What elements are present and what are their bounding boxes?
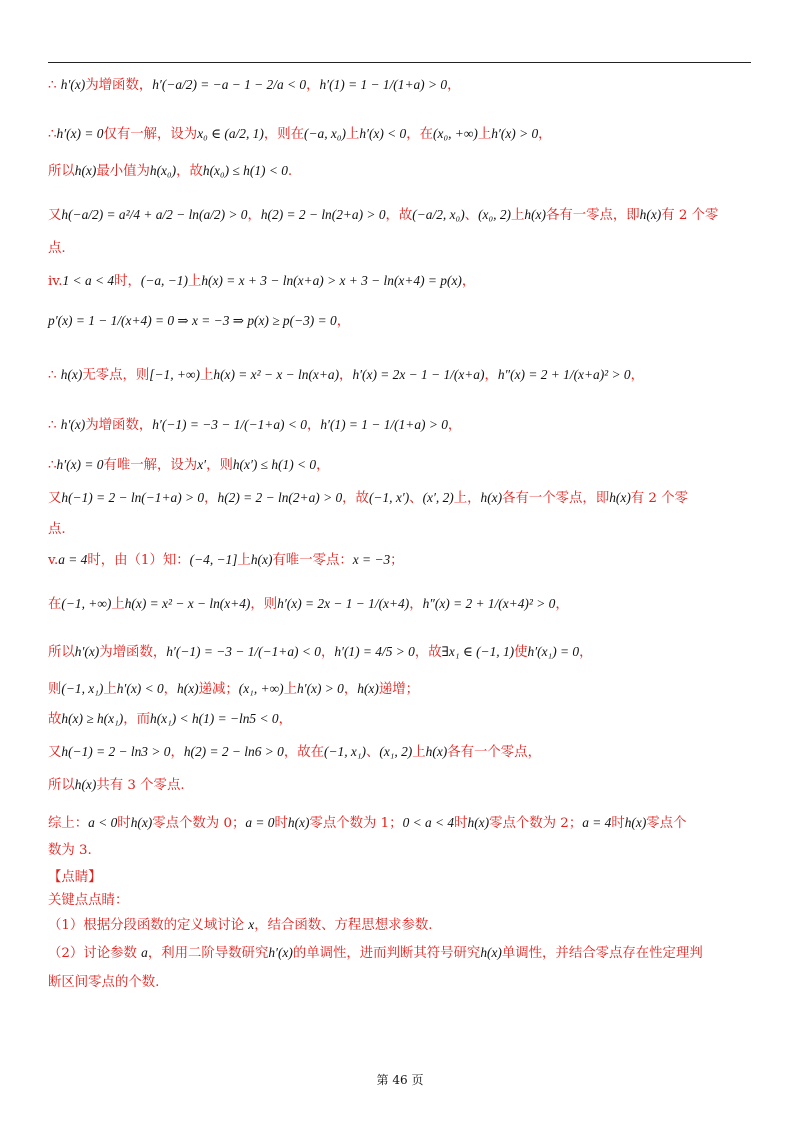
text-segment: 综上： bbox=[48, 816, 89, 831]
math-expression: h′(−a/2) = −a − 1 − 2/a < 0 bbox=[152, 77, 307, 92]
text-segment: 时， bbox=[114, 274, 141, 289]
text-segment: ， bbox=[278, 712, 292, 727]
text-segment: 数为 3. bbox=[48, 843, 92, 858]
text-line bbox=[48, 312, 350, 331]
text-line bbox=[48, 272, 475, 291]
math-expression: (x₁, 2) bbox=[379, 744, 413, 759]
text-line bbox=[48, 869, 102, 887]
math-expression: (−1, x′) bbox=[368, 490, 410, 505]
text-segment: ，故 bbox=[342, 491, 369, 506]
math-expression: h′(x) = 2x − 1 − 1/(x+4) bbox=[277, 596, 410, 611]
math-expression: h′(x) bbox=[74, 644, 100, 659]
math-expression: x₀ ∈ (a/2, 1) bbox=[197, 126, 264, 141]
math-expression: h(x) bbox=[74, 777, 97, 792]
text-segment: 递增； bbox=[378, 682, 420, 697]
math-expression: a bbox=[141, 945, 148, 960]
math-expression: p′(x) = 1 − 1/(x+4) = 0 ⇒ x = −3 ⇒ p(x) ≥ p(−3) = 0 bbox=[48, 313, 337, 328]
text-segment: （2）讨论参数 bbox=[48, 946, 142, 961]
text-line bbox=[48, 551, 404, 570]
math-expression: h(x) = x² − x − ln(x+a) bbox=[213, 367, 340, 382]
text-segment: ，而 bbox=[123, 712, 150, 727]
text-line bbox=[48, 814, 686, 833]
text-segment: ∴ bbox=[48, 78, 61, 93]
math-expression: (−a, −1) bbox=[140, 273, 188, 288]
math-expression: h′(x) = 0 bbox=[56, 126, 104, 141]
math-expression: 1 < a < 4 bbox=[62, 273, 115, 288]
text-segment: 所以 bbox=[48, 778, 75, 793]
math-expression: a < 0 bbox=[88, 815, 118, 830]
math-expression: (x₁, +∞) bbox=[238, 681, 284, 696]
math-expression: a = 0 bbox=[245, 815, 275, 830]
math-expression: a = 4 bbox=[58, 552, 88, 567]
text-segment: 零点个数为 0； bbox=[152, 816, 246, 831]
math-expression: h(x) bbox=[524, 207, 546, 222]
math-expression: h(x) = x + 3 − ln(x+a) > x + 3 − ln(x+4) = p(x) bbox=[201, 273, 462, 288]
text-segment: 各有一个零点，即 bbox=[502, 491, 610, 506]
text-segment: . bbox=[287, 164, 293, 179]
text-segment: 上 bbox=[187, 274, 202, 289]
header-rule bbox=[48, 62, 751, 63]
text-segment: ，故 bbox=[176, 164, 203, 179]
text-segment: 所以 bbox=[48, 645, 75, 660]
text-segment: ， bbox=[461, 274, 476, 289]
text-line bbox=[48, 643, 593, 662]
text-segment: ∴ bbox=[48, 368, 61, 383]
math-expression: h′(1) = 1 − 1/(1+a) > 0 bbox=[319, 77, 448, 92]
text-line bbox=[48, 206, 718, 225]
math-expression: h′(−1) = −3 − 1/(−1+a) < 0 bbox=[152, 417, 307, 432]
math-expression: h″(x) = 2 + 1/(x+a)² > 0 bbox=[497, 367, 631, 382]
text-line bbox=[48, 416, 461, 435]
math-expression: h′(x) bbox=[60, 77, 86, 92]
text-segment: ， bbox=[409, 597, 423, 612]
math-expression: (−1, x₁) bbox=[61, 681, 104, 696]
text-segment: 又 bbox=[48, 745, 62, 760]
text-segment: 为增函数， bbox=[99, 645, 167, 660]
text-segment: 又 bbox=[48, 208, 62, 223]
text-segment: ， bbox=[630, 368, 644, 383]
math-expression: h(x) bbox=[624, 815, 647, 830]
text-segment: 有唯一解，设为 bbox=[103, 458, 198, 473]
math-expression: h(x) bbox=[480, 945, 502, 960]
text-segment: 上 bbox=[283, 682, 297, 697]
text-segment: ， bbox=[316, 458, 330, 473]
text-line bbox=[48, 366, 644, 385]
page-footer: 第 46 页 bbox=[376, 1073, 424, 1087]
text-segment: 则 bbox=[48, 682, 62, 697]
math-expression: h(x) bbox=[130, 815, 153, 830]
math-expression: h′(x) > 0 bbox=[296, 681, 344, 696]
math-expression: h(x) bbox=[639, 207, 662, 222]
text-segment: 为增函数， bbox=[85, 78, 153, 93]
text-segment: ， bbox=[170, 745, 184, 760]
text-segment: 零点个数为 2； bbox=[489, 816, 583, 831]
math-expression: (−1, x₁) bbox=[324, 744, 366, 759]
text-segment: ， bbox=[484, 368, 498, 383]
text-segment: 为增函数， bbox=[85, 418, 153, 433]
math-expression: (x₀, +∞) bbox=[433, 126, 478, 141]
text-segment: ，故 bbox=[414, 645, 442, 660]
text-line bbox=[48, 944, 703, 963]
text-line bbox=[48, 680, 419, 699]
text-segment: 断区间零点的个数. bbox=[48, 975, 160, 990]
text-line bbox=[48, 776, 185, 795]
math-expression: h″(x) = 2 + 1/(x+4)² > 0 bbox=[422, 596, 556, 611]
text-segment: v. bbox=[48, 553, 59, 568]
text-segment: 时 bbox=[274, 816, 288, 831]
math-expression: h(x) bbox=[287, 815, 310, 830]
math-expression: h(2) = 2 − ln6 > 0 bbox=[183, 744, 284, 759]
math-expression: h′(x) < 0 bbox=[116, 681, 164, 696]
text-segment: ， bbox=[579, 645, 593, 660]
text-segment: ∴ bbox=[48, 418, 61, 433]
text-segment: 又 bbox=[48, 491, 62, 506]
text-segment: 有 2 个零 bbox=[630, 491, 688, 506]
text-line bbox=[48, 842, 92, 860]
text-segment: 时 bbox=[454, 816, 468, 831]
text-segment: （1）根据分段函数的定义域讨论 bbox=[48, 918, 249, 933]
text-segment: 关键点点睛： bbox=[48, 893, 129, 908]
text-segment: 使 bbox=[514, 645, 528, 660]
math-expression: h′(x) < 0 bbox=[359, 126, 407, 141]
math-expression: h(x₁) < h(1) = −ln5 < 0 bbox=[150, 711, 279, 726]
math-expression: h(x) bbox=[609, 490, 631, 505]
text-line bbox=[48, 521, 66, 539]
math-expression: h(2) = 2 − ln(2+a) > 0 bbox=[217, 490, 343, 505]
text-segment: iv. bbox=[48, 274, 63, 289]
math-expression: a = 4 bbox=[582, 815, 612, 830]
math-expression: h′(x) = 2x − 1 − 1/(x+a) bbox=[352, 367, 485, 382]
math-expression: h(x) bbox=[60, 367, 83, 382]
text-segment: 最小值为 bbox=[96, 164, 150, 179]
text-segment: 各有一个零点， bbox=[447, 745, 541, 760]
math-expression: h′(x) = 0 bbox=[56, 457, 104, 472]
text-segment: ，故在 bbox=[283, 745, 325, 760]
text-segment: 上 bbox=[237, 553, 251, 568]
text-segment: 递减； bbox=[198, 682, 239, 697]
math-expression: 0 < a < 4 bbox=[402, 815, 455, 830]
text-segment: 共有 3 个零点. bbox=[96, 778, 185, 793]
text-segment: ， bbox=[320, 645, 335, 660]
text-segment: ，则 bbox=[206, 458, 233, 473]
math-expression: h(−1) = 2 − ln(−1+a) > 0 bbox=[61, 490, 205, 505]
math-expression: (x′, 2) bbox=[422, 490, 454, 505]
text-segment: ， bbox=[538, 127, 552, 142]
text-segment: ∴ bbox=[48, 127, 57, 142]
text-segment: ， bbox=[555, 597, 569, 612]
math-expression: h′(x₁) = 0 bbox=[527, 644, 580, 659]
math-expression: h(x) bbox=[74, 163, 97, 178]
math-expression: h′(x) bbox=[268, 945, 293, 960]
text-segment: ∴ bbox=[48, 458, 57, 473]
text-segment: 、 bbox=[464, 208, 479, 223]
math-expression: ∃x₁ ∈ (−1, 1) bbox=[441, 644, 515, 659]
text-segment: ，在 bbox=[406, 127, 434, 142]
text-line bbox=[48, 710, 292, 729]
math-expression: h(x₀) ≤ h(1) < 0 bbox=[202, 163, 288, 178]
math-expression: (−a/2, x₀) bbox=[412, 207, 465, 222]
text-segment: ，则 bbox=[250, 597, 278, 612]
text-segment: 时 bbox=[117, 816, 131, 831]
text-line bbox=[48, 162, 292, 181]
math-expression: h′(1) = 4/5 > 0 bbox=[334, 644, 415, 659]
text-segment: 零点个 bbox=[646, 816, 687, 831]
text-segment: 仅有一解，设为 bbox=[103, 127, 198, 142]
text-segment: 时 bbox=[611, 816, 625, 831]
math-expression: x = −3 bbox=[352, 552, 391, 567]
math-expression: h(x) bbox=[177, 681, 199, 696]
text-segment: ， bbox=[336, 314, 351, 329]
math-expression: h′(1) = 1 − 1/(1+a) > 0 bbox=[320, 417, 448, 432]
text-segment: ， bbox=[339, 368, 353, 383]
text-segment: ，则在 bbox=[263, 127, 304, 142]
text-segment: 、 bbox=[409, 491, 423, 506]
text-line bbox=[48, 456, 330, 475]
text-segment: 上 bbox=[510, 208, 525, 223]
math-expression: h(x₀) bbox=[149, 163, 177, 178]
text-segment: 、 bbox=[365, 745, 380, 760]
math-expression: (−a, x₀) bbox=[304, 126, 346, 141]
math-expression: h(−1) = 2 − ln3 > 0 bbox=[61, 744, 171, 759]
math-expression: h(x) = x² − x − ln(x+4) bbox=[124, 596, 251, 611]
text-segment: ， bbox=[306, 418, 321, 433]
math-expression: (−1, +∞) bbox=[61, 596, 112, 611]
text-segment: 点. bbox=[48, 522, 66, 537]
math-expression: h(x) ≥ h(x₁) bbox=[61, 711, 124, 726]
text-segment: 上 bbox=[345, 127, 360, 142]
math-expression: h(x) bbox=[357, 681, 379, 696]
text-segment: 有 2 个零 bbox=[661, 208, 719, 223]
text-segment: ， bbox=[247, 208, 261, 223]
text-line bbox=[48, 76, 460, 95]
text-segment: ， bbox=[204, 491, 218, 506]
math-expression: h(x′) ≤ h(1) < 0 bbox=[232, 457, 317, 472]
text-segment: ，结合函数、方程思想求参数. bbox=[254, 918, 433, 933]
text-segment: 时，由（1）知： bbox=[87, 553, 190, 568]
math-expression: (x₀, 2) bbox=[478, 207, 511, 222]
text-line bbox=[48, 489, 688, 508]
text-segment: ， bbox=[306, 78, 320, 93]
math-expression: h(x) bbox=[480, 490, 503, 505]
text-segment: 零点个数为 1； bbox=[309, 816, 403, 831]
math-expression: (−4, −1] bbox=[189, 552, 238, 567]
text-segment: ， bbox=[447, 418, 462, 433]
math-expression: h′(x) > 0 bbox=[491, 126, 539, 141]
text-segment: 有唯一零点： bbox=[272, 553, 353, 568]
math-expression: h(2) = 2 − ln(2+a) > 0 bbox=[260, 207, 386, 222]
math-expression: h(x) bbox=[250, 552, 273, 567]
math-expression: x′ bbox=[197, 457, 207, 472]
text-segment: ， bbox=[447, 78, 461, 93]
text-segment: 所以 bbox=[48, 164, 75, 179]
text-segment: ，利用二阶导数研究 bbox=[147, 946, 269, 961]
text-segment: 上， bbox=[453, 491, 481, 506]
math-expression: h(x) bbox=[425, 744, 448, 759]
math-expression: [−1, +∞) bbox=[149, 367, 200, 382]
text-segment: ，故 bbox=[385, 208, 413, 223]
text-segment: 上 bbox=[103, 682, 117, 697]
text-line bbox=[48, 240, 66, 258]
text-segment: 在 bbox=[48, 597, 62, 612]
text-segment: 各有一零点，即 bbox=[545, 208, 640, 223]
text-segment: 无零点，则 bbox=[82, 368, 150, 383]
text-segment: 故 bbox=[48, 712, 62, 727]
text-segment: 的单调性，进而判断其符号研究 bbox=[292, 946, 481, 961]
math-expression: h(−a/2) = a²/4 + a/2 − ln(a/2) > 0 bbox=[61, 207, 248, 222]
text-line bbox=[48, 743, 541, 762]
math-expression: x bbox=[248, 917, 255, 932]
text-segment: 单调性，并结合零点存在性定理判 bbox=[501, 946, 703, 961]
text-line bbox=[48, 892, 128, 910]
text-segment: 上 bbox=[199, 368, 214, 383]
text-segment: ， bbox=[343, 682, 358, 697]
text-segment: ； bbox=[390, 553, 404, 568]
text-line bbox=[48, 125, 552, 144]
text-line bbox=[48, 916, 433, 935]
text-segment: 【点睛】 bbox=[48, 870, 102, 885]
text-segment: 上 bbox=[412, 745, 426, 760]
math-expression: h′(x) bbox=[60, 417, 86, 432]
math-expression: h′(−1) = −3 − 1/(−1+a) < 0 bbox=[166, 644, 321, 659]
text-segment: 上 bbox=[111, 597, 125, 612]
text-line bbox=[48, 974, 159, 992]
text-segment: 点. bbox=[48, 241, 66, 256]
text-line bbox=[48, 595, 569, 614]
text-segment: ， bbox=[163, 682, 178, 697]
math-expression: h(x) bbox=[467, 815, 490, 830]
text-segment: 上 bbox=[477, 127, 492, 142]
